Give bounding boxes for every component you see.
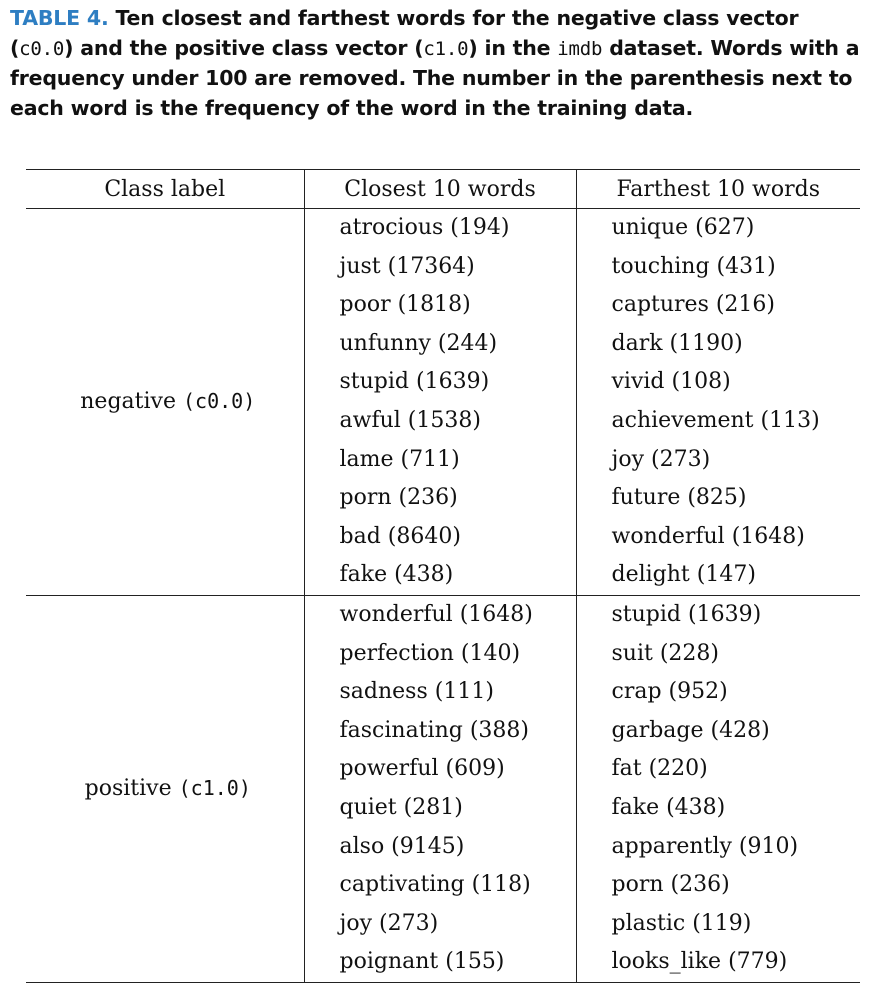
class-label-cell	[26, 595, 304, 982]
class-vector-code: (c1.0)	[178, 776, 251, 801]
farthest-words-cell	[576, 595, 860, 982]
closest-words-list	[305, 209, 576, 595]
word-entry: achievement (113)	[611, 407, 820, 433]
word-entry: apparently (910)	[611, 833, 799, 859]
farthest-words-list	[577, 209, 861, 595]
word-entry: joy (273)	[339, 910, 439, 936]
class-label-cell	[26, 209, 304, 596]
caption-text: ) and the positive class vector (	[64, 35, 424, 60]
word-entry: atrocious (194)	[339, 215, 510, 240]
table-body	[26, 209, 860, 983]
caption-text: ) in the	[468, 35, 558, 60]
word-entry: poignant (155)	[339, 949, 505, 975]
header-row	[26, 170, 860, 209]
closest-words-list	[305, 596, 576, 982]
word-entry: delight (147)	[611, 562, 756, 588]
word-entry: captures (216)	[611, 292, 776, 318]
column-header-farthest: Farthest 10 words	[576, 170, 860, 209]
caption-code: imdb	[557, 37, 603, 60]
caption-text: dataset. Words with a frequency under 100 are removed. The number in the parenthesis next to each word is the frequency of the word in the training data.	[10, 35, 860, 120]
word-entry: sadness (111)	[339, 679, 494, 705]
word-entry: dark (1190)	[611, 330, 743, 356]
word-entry: perfection (140)	[339, 640, 521, 666]
word-entry: porn (236)	[611, 872, 730, 898]
table-row-positive	[26, 595, 860, 982]
word-entry: lame (711)	[339, 446, 460, 472]
word-entry: awful (1538)	[339, 407, 481, 433]
word-entry: touching (431)	[611, 253, 776, 279]
table-caption	[10, 4, 868, 123]
word-entry: unfunny (244)	[339, 330, 498, 356]
word-entry: fake (438)	[611, 794, 726, 820]
word-entry: plastic (119)	[611, 910, 752, 936]
word-entry: powerful (609)	[339, 756, 505, 782]
word-entry: joy (273)	[611, 446, 711, 472]
column-header-closest: Closest 10 words	[304, 170, 576, 209]
word-entry: vivid (108)	[611, 369, 731, 395]
caption-text: Ten closest and farthest words for the negative class vector (	[10, 6, 799, 60]
class-label: positive	[84, 776, 172, 802]
word-entry: suit (228)	[611, 640, 719, 666]
word-entry: fascinating (388)	[339, 717, 529, 743]
word-entry: crap (952)	[611, 679, 728, 705]
word-entry: quiet (281)	[339, 794, 463, 820]
results-table	[26, 169, 860, 983]
column-header-class-label: Class label	[26, 170, 304, 209]
closest-words-cell	[304, 209, 576, 596]
closest-words-cell	[304, 595, 576, 982]
word-entry: bad (8640)	[339, 523, 461, 549]
farthest-words-list	[577, 596, 861, 982]
word-entry: unique (627)	[611, 215, 755, 240]
word-entry: also (9145)	[339, 833, 465, 859]
word-entry: wonderful (1648)	[339, 601, 533, 627]
word-entry: just (17364)	[339, 253, 475, 279]
caption-code: c0.0	[19, 37, 65, 60]
table-header	[26, 170, 860, 209]
class-vector-code: (c0.0)	[182, 389, 256, 414]
word-entry: future (825)	[611, 485, 747, 511]
word-entry: porn (236)	[339, 485, 458, 511]
table-number: TABLE 4.	[10, 6, 109, 30]
word-entry: looks_like (779)	[611, 949, 788, 975]
table-row-negative	[26, 209, 860, 596]
word-entry: poor (1818)	[339, 292, 471, 318]
farthest-words-cell	[576, 209, 860, 596]
word-entry: captivating (118)	[339, 872, 531, 898]
caption-code: c1.0	[423, 37, 469, 60]
word-entry: garbage (428)	[611, 717, 770, 743]
word-entry: stupid (1639)	[339, 369, 490, 395]
word-entry: wonderful (1648)	[611, 523, 805, 549]
class-label: negative	[80, 389, 176, 415]
word-entry: fat (220)	[611, 756, 708, 782]
word-entry: fake (438)	[339, 562, 454, 588]
word-entry: stupid (1639)	[611, 601, 762, 627]
